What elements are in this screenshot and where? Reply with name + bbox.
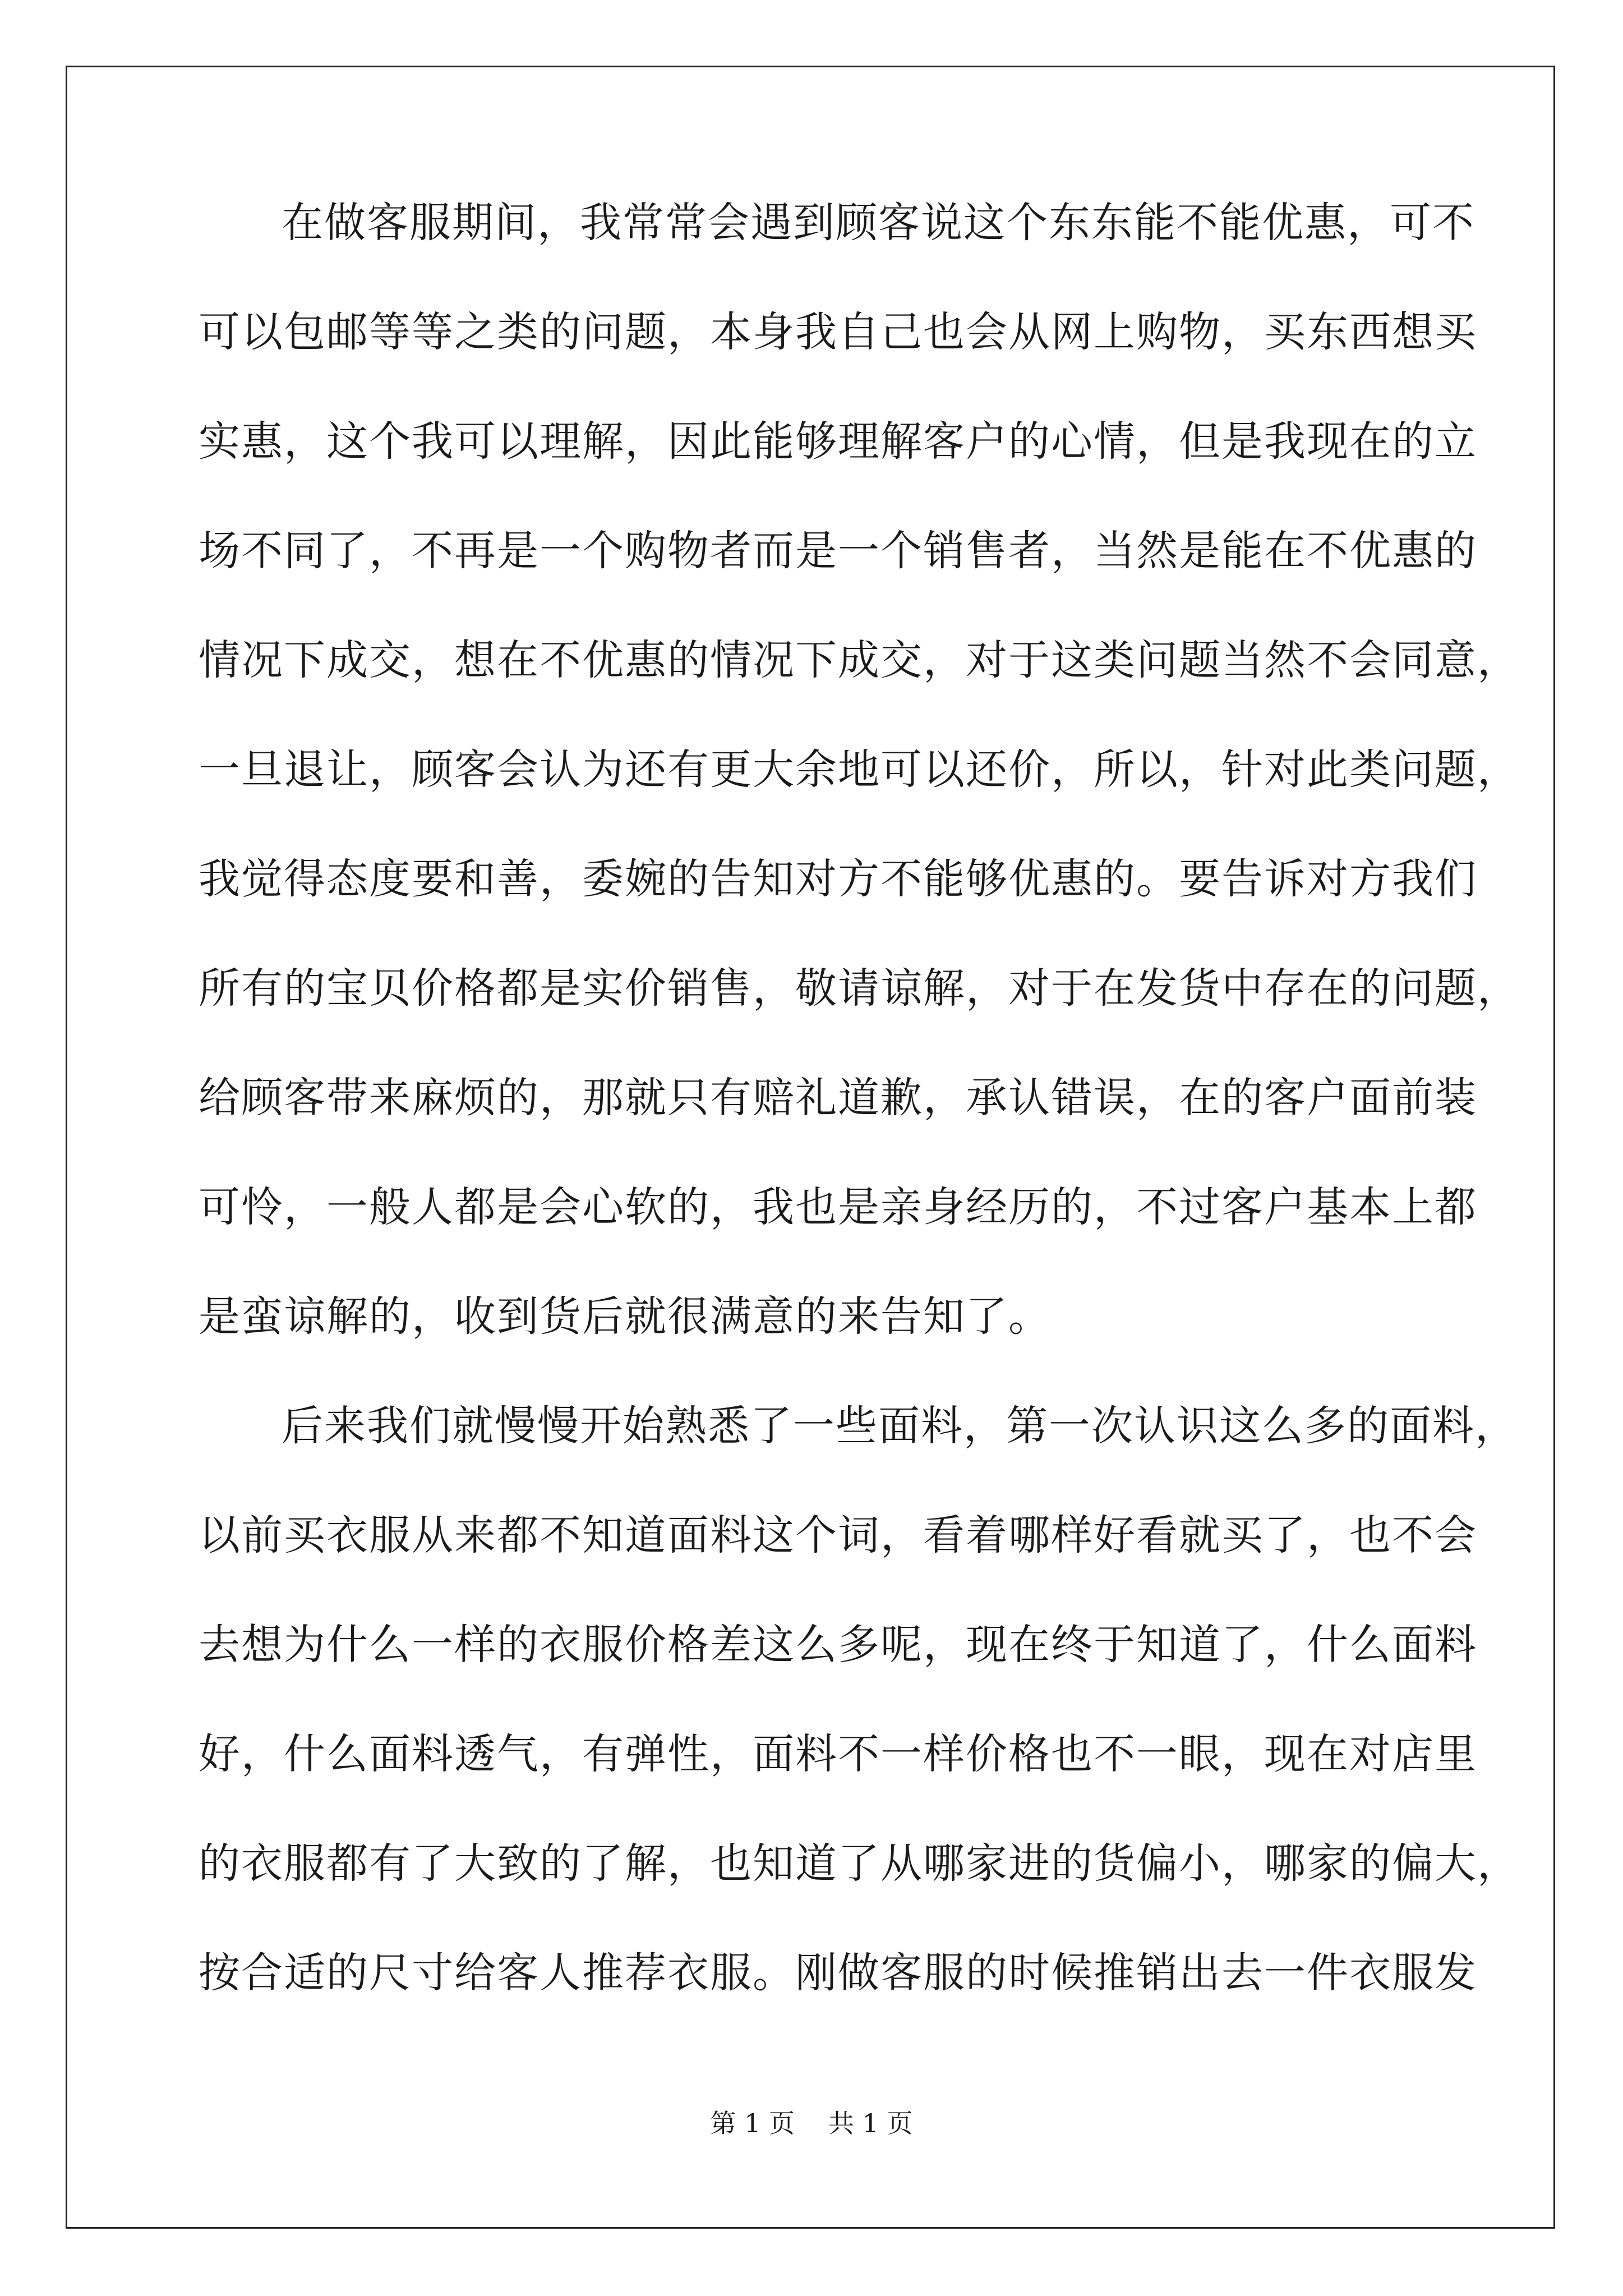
paragraph-line: 后来我们就慢慢开始熟悉了一些面料，第一次认识这么多的面料， <box>282 1402 1518 1450</box>
paragraph-line: 是蛮谅解的，收到货后就很满意的来告知了。 <box>199 1292 1051 1341</box>
paragraph-line: 好，什么面料透气，有弹性，面料不一样价格也不一眼，现在对店里 <box>199 1730 1477 1778</box>
paragraph-line: 可怜，一般人都是会心软的，我也是亲身经历的，不过客户基本上都 <box>199 1183 1477 1231</box>
paragraph-2 <box>199 1402 1520 2062</box>
paragraph-line: 以前买衣服从来都不知道面料这个词，看着哪样好看就买了，也不会 <box>199 1511 1477 1559</box>
page-number: 第 1 页 <box>710 2108 795 2138</box>
paragraph-line: 一旦退让，顾客会认为还有更大余地可以还价，所以，针对此类问题， <box>199 746 1520 794</box>
paragraph-line: 的衣服都有了大致的了解，也知道了从哪家进的货偏小，哪家的偏大， <box>199 1839 1520 1888</box>
paragraph-line: 我觉得态度要和善，委婉的告知对方不能够优惠的。要告诉对方我们 <box>199 855 1477 903</box>
page-footer <box>0 2110 1623 2136</box>
paragraph-line: 所有的宝贝价格都是实价销售，敬请谅解，对于在发货中存在的问题， <box>199 964 1520 1013</box>
paragraph-line: 在做客服期间，我常常会遇到顾客说这个东东能不能优惠，可不 <box>282 199 1475 247</box>
paragraph-line: 场不同了，不再是一个购物者而是一个销售者，当然是能在不优惠的 <box>199 527 1477 575</box>
paragraph-line: 情况下成交，想在不优惠的情况下成交，对于这类问题当然不会同意， <box>199 636 1520 684</box>
paragraph-line: 可以包邮等等之类的问题，本身我自己也会从网上购物，买东西想买 <box>199 308 1477 356</box>
document-body <box>199 199 1520 2062</box>
paragraph-line: 按合适的尺寸给客人推荐衣服。刚做客服的时候推销出去一件衣服发 <box>199 1949 1477 1997</box>
paragraph-line: 实惠，这个我可以理解，因此能够理解客户的心情，但是我现在的立 <box>199 417 1477 466</box>
paragraph-1 <box>199 199 1520 1405</box>
paragraph-line: 给顾客带来麻烦的，那就只有赔礼道歉，承认错误，在的客户面前装 <box>199 1074 1477 1122</box>
paragraph-line: 去想为什么一样的衣服价格差这么多呢，现在终于知道了，什么面料 <box>199 1621 1477 1669</box>
page-total: 共 1 页 <box>828 2108 913 2138</box>
